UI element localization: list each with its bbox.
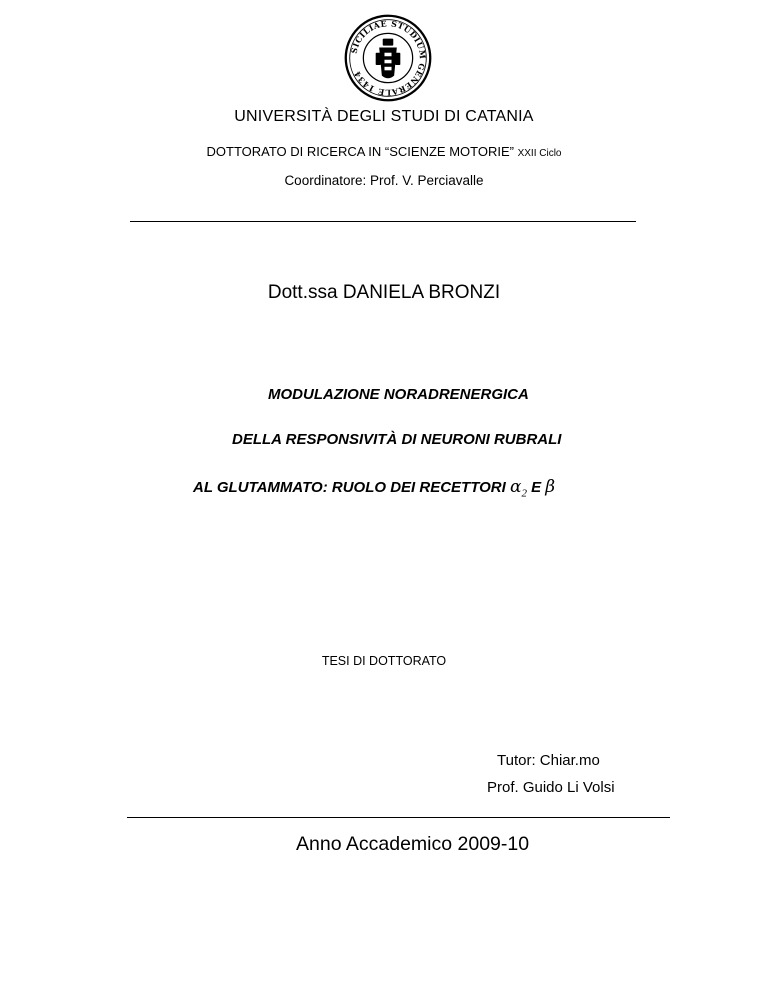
coordinator: Coordinatore: Prof. V. Perciavalle	[284, 173, 484, 188]
thesis-title-line-3-text: AL GLUTAMMATO: RUOLO DEI RECETTORI	[193, 479, 506, 496]
bottom-divider	[127, 817, 670, 818]
author-name: Dott.ssa DANIELA BRONZI	[267, 282, 501, 303]
tutor-name: Prof. Guido Li Volsi	[487, 779, 615, 796]
doctorate-program	[0, 144, 768, 159]
university-seal-icon	[344, 14, 432, 102]
tutor-title: Tutor: Chiar.mo	[497, 752, 600, 769]
alpha-symbol: $\alpha_2$	[509, 477, 527, 500]
academic-year: Anno Accademico 2009-10	[296, 833, 530, 855]
doctorate-name: DOTTORATO DI RICERCA IN “SCIENZE MOTORIE”	[206, 144, 514, 159]
doctorate-cycle: XXII Ciclo	[517, 148, 562, 159]
thesis-title-line-1: MODULAZIONE NORADRENERGICA	[268, 386, 529, 403]
thesis-title-line-3	[193, 477, 555, 499]
top-divider	[130, 221, 636, 222]
thesis-type: TESI DI DOTTORATO	[321, 654, 447, 668]
university-name: UNIVERSITÀ DEGLI STUDI DI CATANIA	[234, 108, 534, 125]
svg-text:SICILIAE STUDIUM GENERALE 1434: SICILIAE STUDIUM GENERALE 1434	[349, 19, 427, 97]
beta-symbol: β	[545, 477, 556, 497]
thesis-title-line-2: DELLA RESPONSIVITÀ DI NEURONI RUBRALI	[232, 431, 562, 448]
conjunction: E	[531, 479, 542, 496]
